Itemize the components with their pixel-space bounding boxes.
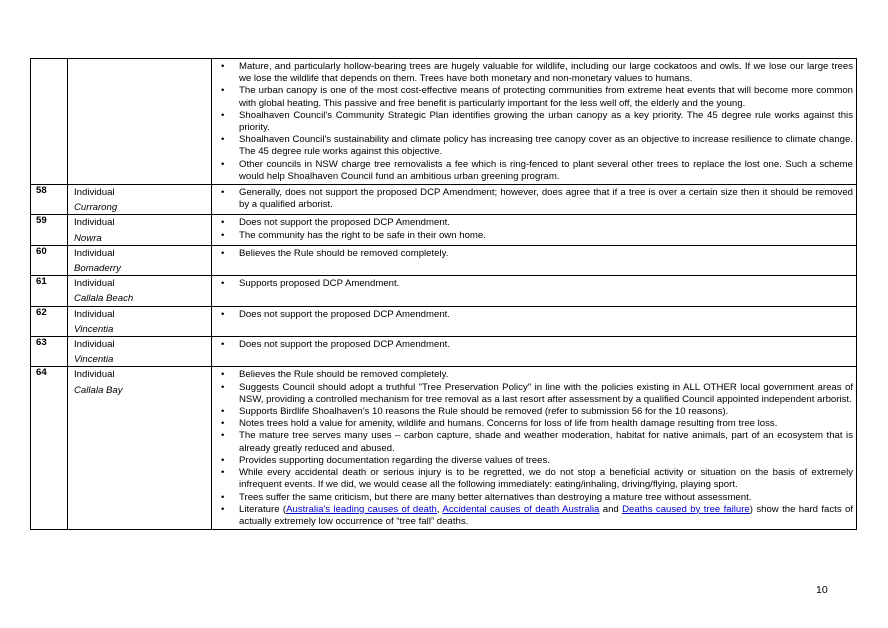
bullet-icon: • (221, 381, 225, 393)
submitter-location: Bomaderry (74, 263, 121, 275)
summary-point (212, 159, 853, 183)
submission-summary (212, 245, 857, 275)
submitter-cell (68, 245, 212, 275)
bullet-icon: • (221, 418, 225, 430)
submission-summary (212, 215, 857, 245)
submission-number: 58 (31, 185, 68, 215)
submitter-cell (68, 59, 212, 185)
summary-point-text: Generally, does not support the proposed DCP Amendment; however, does agree that if a tree is over a certain size then it should be removed by a qualified arborist. (239, 187, 853, 211)
submission-number: 59 (31, 215, 68, 245)
summary-point (212, 187, 853, 211)
summary-points (212, 217, 853, 241)
summary-points (212, 61, 853, 183)
submission-row (31, 215, 857, 245)
summary-point-text: Shoalhaven Council's sustainability and climate policy has increasing tree canopy cover as an objective to increase resilience to climate change. The 45 degree rule works against this objective. (239, 134, 853, 158)
summary-point (212, 85, 853, 109)
bullet-icon: • (221, 134, 225, 146)
submitter-cell (68, 215, 212, 245)
submitter-location: Callala Beach (74, 293, 134, 305)
submission-row (31, 337, 857, 367)
submission-summary (212, 337, 857, 367)
summary-point-text: Does not support the proposed DCP Amendment. (239, 308, 451, 320)
summary-point (212, 61, 853, 85)
summary-point (212, 339, 853, 351)
summary-point (212, 217, 853, 229)
bullet-icon: • (221, 430, 225, 442)
submitter-cell (68, 306, 212, 336)
summary-points (212, 248, 853, 260)
summary-point-text: While every accidental death or serious injury is to be regretted, we do not stop a beneficial activity or situation on the basis of extremely infrequent events. If we did, we would cease all the following immediately: eating/inhaling, driving/flying, playing sport. (239, 467, 853, 491)
submission-number: 62 (31, 306, 68, 336)
bullet-icon: • (221, 308, 225, 320)
summary-point (212, 230, 853, 242)
summary-point (212, 406, 853, 418)
summary-point-text: Supports proposed DCP Amendment. (239, 278, 400, 290)
summary-point (212, 134, 853, 158)
submission-summary (212, 276, 857, 306)
summary-point (212, 382, 853, 406)
submitter-type: Individual (74, 278, 115, 290)
submission-summary (212, 185, 857, 215)
submitter-type: Individual (74, 217, 115, 229)
bullet-icon: • (221, 278, 225, 290)
submitter-cell (68, 185, 212, 215)
bullet-icon: • (221, 503, 225, 515)
submitter-location: Vincentia (74, 323, 114, 335)
summary-point-text: Mature, and particularly hollow-bearing trees are hugely valuable for wildlife, including our large cockatoos and owls. If we lose our large trees we lose the wildlife that depends on them. Trees have both monetary and non-monetary values to humans. (239, 61, 853, 85)
link-accidental-causes-of-death[interactable]: Accidental causes of death Australia (442, 503, 600, 515)
summary-points (212, 309, 853, 321)
submitter-type: Individual (74, 247, 115, 259)
summary-point (212, 418, 853, 430)
submitter-type: Individual (74, 187, 115, 199)
bullet-icon: • (221, 454, 225, 466)
submitter-location: Callala Bay (74, 384, 123, 396)
submissions-table-body (31, 59, 857, 530)
submission-number (31, 59, 68, 185)
bullet-icon: • (221, 61, 225, 72)
submission-row (31, 185, 857, 215)
link-deaths-caused-by-tree-failure[interactable]: Deaths caused by tree failure (622, 503, 750, 515)
bullet-icon: • (221, 247, 225, 259)
submission-row (31, 276, 857, 306)
submitter-location: Nowra (74, 232, 102, 244)
summary-point-text: Believes the Rule should be removed completely. (239, 369, 449, 381)
summary-point-text: Does not support the proposed DCP Amendment. (239, 217, 451, 229)
literature-suffix: ) show the hard facts of actually extremely low occurrence of “tree fall” deaths. (239, 503, 853, 527)
submitter-location: Vincentia (74, 354, 114, 366)
submitter-cell (68, 337, 212, 367)
summary-points (212, 187, 853, 211)
submissions-table (30, 58, 857, 530)
submission-number: 60 (31, 245, 68, 275)
summary-point-text: The mature tree serves many uses – carbon capture, shade and weather moderation, habitat for native animals, part of an ecosystem that is already greatly reduced and abused. (239, 430, 853, 454)
submitter-cell (68, 276, 212, 306)
bullet-icon: • (221, 491, 225, 503)
submitter-location: Currarong (74, 202, 118, 214)
summary-point-text: Notes trees hold a value for amenity, wildlife and humans. Concerns for loss of life from health damage resulting from tree loss. (239, 418, 778, 430)
summary-points (212, 278, 853, 290)
summary-point-text: Other councils in NSW charge tree removalists a fee which is ring-fenced to plant several other trees to replace the lost one. Such a scheme would help Shoalhaven Council fund an ambitious urban greening program. (239, 158, 853, 182)
summary-point-text: Shoalhaven Council's Community Strategic Plan identifies growing the urban canopy as a key priority. The 45 degree rule works against this priority. (239, 109, 853, 134)
summary-point (212, 504, 853, 528)
submission-number: 63 (31, 337, 68, 367)
submission-row (31, 306, 857, 336)
submission-number: 64 (31, 367, 68, 530)
bullet-icon: • (221, 158, 225, 170)
submission-summary (212, 306, 857, 336)
summary-point-text: Trees suffer the same criticism, but there are many better alternatives than destroying a mature tree without assessment. (239, 491, 752, 503)
summary-point (212, 430, 853, 454)
submitter-cell (68, 367, 212, 530)
summary-point (212, 110, 853, 134)
summary-point (212, 455, 853, 467)
summary-point-text: Suggests Council should adopt a truthful "Tree Preservation Policy" in line with the policies existing in ALL OTHER local government areas of NSW, providing a controlled mechanism for tree removal as a last resort after assessment by a qualified Council appointed independent arborist. (239, 381, 853, 405)
bullet-icon: • (221, 85, 225, 97)
summary-point-text: The urban canopy is one of the most cost-effective means of protecting communities from extreme heat events that will become more common with global heating. This passive and free benefit is particularly important for the less well off, the elderly and the young. (239, 85, 853, 109)
bullet-icon: • (221, 339, 225, 351)
summary-point (212, 492, 853, 504)
submission-row (31, 245, 857, 275)
submitter-type: Individual (74, 339, 115, 351)
bullet-icon: • (221, 369, 225, 381)
bullet-icon: • (221, 187, 225, 199)
summary-point (212, 309, 853, 321)
submission-row (31, 367, 857, 530)
bullet-icon: • (221, 217, 225, 229)
submitter-type: Individual (74, 308, 115, 320)
page-number: 10 (816, 584, 828, 596)
summary-point-text: Supports Birdlife Shoalhaven's 10 reasons the Rule should be removed (refer to submission 56 for the 10 reasons). (239, 406, 729, 418)
submission-row (31, 59, 857, 185)
summary-point (212, 467, 853, 491)
summary-point-text: Provides supporting documentation regarding the diverse values of trees. (239, 454, 550, 466)
literature-separator: and (599, 503, 623, 515)
submission-summary (212, 59, 857, 185)
summary-points (212, 369, 853, 528)
bullet-icon: • (221, 467, 225, 479)
bullet-icon: • (221, 229, 225, 241)
bullet-icon: • (221, 109, 225, 121)
submission-summary (212, 367, 857, 530)
summary-points (212, 339, 853, 351)
summary-point-text: Believes the Rule should be removed completely. (239, 247, 449, 259)
link-leading-causes-of-death[interactable]: Australia's leading causes of death (286, 503, 437, 515)
submission-number: 61 (31, 276, 68, 306)
summary-point (212, 278, 853, 290)
summary-point-text: Does not support the proposed DCP Amendment. (239, 339, 451, 351)
summary-point-text: The community has the right to be safe in their own home. (239, 229, 486, 241)
submitter-type: Individual (74, 369, 115, 381)
literature-separator: , (436, 503, 443, 515)
summary-point (212, 369, 853, 381)
bullet-icon: • (221, 406, 225, 418)
literature-prefix: Literature ( (239, 503, 287, 515)
summary-point (212, 248, 853, 260)
